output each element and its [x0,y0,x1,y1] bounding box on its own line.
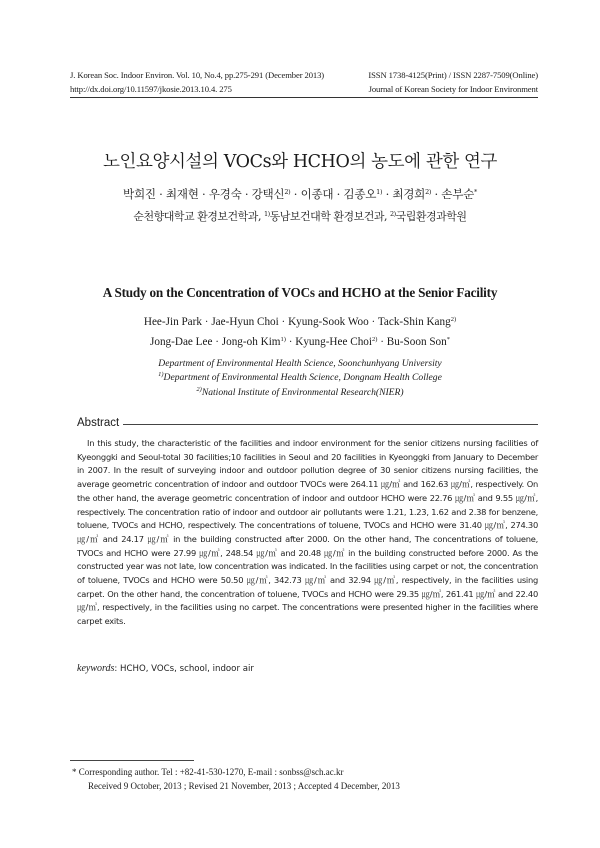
keywords [77,663,254,674]
separator: · [201,316,212,328]
affiliation-mark: 2) [450,316,457,323]
author-name: 우경숙 [208,187,242,201]
author-name: 손부순 [441,187,474,201]
separator: , [257,210,264,223]
author-name: Kyung-Sook Woo [288,316,369,328]
affiliation-text: 동남보건대학 환경보건과 [269,210,384,223]
separator: · [155,187,166,201]
separator: · [377,336,387,348]
abstract-heading-label: Abstract [77,417,120,429]
keywords-list: : HCHO, VOCs, school, indoor air [114,664,254,674]
separator: · [431,187,442,201]
received-dates-footnote: Received 9 October, 2013 ; Revised 21 November, 2013 ; Accepted 4 December, 2013 [88,781,400,791]
affiliation-mark: 2) [425,188,432,196]
separator: · [241,187,252,201]
english-authors-line2 [40,336,560,348]
doi-link[interactable]: http://dx.doi.org/10.11597/jkosie.2013.10.4. 275 [70,84,232,94]
author-name: Jae-Hyun Choi [211,316,279,328]
affiliation-mark: * [474,188,477,196]
affiliation-text: 국립환경과학원 [395,210,467,223]
author-name: 강택신 [251,187,285,201]
affiliation-mark: 2) [284,188,291,196]
separator: · [368,316,378,328]
separator: · [198,187,209,201]
author-name: 최경희 [392,187,426,201]
author-name: Bu-Soon Son [386,336,447,348]
english-affiliation: $^{2)}$National Institute of Environmental Research(NIER) [196,386,404,398]
journal-citation: J. Korean Soc. Indoor Environ. Vol. 10, No.4, pp.275-291 (December 2013) [70,70,325,80]
english-affiliation: $^{1)}$Department of Environmental Health Science, Dongnam Health College [158,371,442,383]
separator: · [382,187,393,201]
author-name: 박희진 [123,187,156,201]
author-name: Hee-Jin Park [143,316,202,328]
corresponding-author-footnote: * Corresponding author. Tel : +82-41-530-1270, E-mail : sonbss@sch.ac.kr [72,767,344,777]
korean-title: 노인요양시설의 VOCs와 HCHO의 농도에 관한 연구 [103,152,497,172]
author-name: Kyung-Hee Choi [295,336,372,348]
author-name: 최재현 [165,187,199,201]
journal-header [70,70,538,80]
korean-authors [40,186,560,202]
affiliation-mark: * [446,336,450,343]
affiliation-mark: 2) [390,210,396,218]
author-name: Tack-Shin Kang [377,316,451,328]
abstract-rule [123,424,538,425]
english-title: A Study on the Concentration of VOCs and HCHO at the Senior Facility [102,285,498,300]
journal-subheader [70,84,538,94]
affiliation-mark: 2) [372,336,378,343]
separator: · [290,187,301,201]
author-name: Jong-oh Kim [221,336,281,348]
separator: , [384,210,390,223]
affiliation-text: 순천향대학교 환경보건학과 [133,210,258,223]
korean-affiliations [40,208,560,224]
affiliation-mark: 1) [263,210,270,218]
affiliation-mark: 1) [280,336,286,343]
journal-name: Journal of Korean Society for Indoor Environment [368,84,538,94]
footnote-divider [70,760,194,761]
separator: · [212,336,222,348]
author-name: 김종오 [343,187,377,201]
keywords-label: keywords [77,663,115,674]
separator: · [285,336,296,348]
abstract-heading [77,417,538,429]
abstract-text: In this study, the characteristic of the facilities and indoor environment for the senior citizens nursing facilities of Kyeonggki and Seoul-total 30 facilities;10 facilities in Seoul and 20 facilities in Kyeonggki from January to December in 2007. In the result of surveying indoor and outdoor pollution degree of 30 senior citizens nursing facilities, the average geometric concentration of indoor and outdoor TVOCs were 264.11 ㎍/㎥ and 162.63 ㎍/㎥, respectively. On the other hand, the average geometric concentration of indoor and outdoor HCHO were 22.76 ㎍/㎥ and 9.55 ㎍/㎥, respectively. The concentration ratio of indoor and outdoor air pollutants were 1.21, 1.23, 1.62 and 2.38 for benzene, toluene, TVOCs and HCHO, respectively. The concentrations of toluene, TVOCs and HCHO were 31.40 ㎍/㎥, 274.30 ㎍/㎥ and 24.17 ㎍/㎥ in the building constructed after 2000. On the other hand, The concentrations of toluene, TVOCs and HCHO were 27.99 ㎍/㎥, 248.54 ㎍/㎥ and 20.48 ㎍/㎥ in the building constructed before 2000. As the constructed year was not late, low concentration was indicated. In the facilities using carpet or not, the concentration of toluene, TVOCs and HCHO were 50.50 ㎍/㎥, 342.73 ㎍/㎥ and 32.94 ㎍/㎥, respectively, in the facilities using carpet. On the other hand, the concentration of toluene, TVOCs and HCHO were 29.35 ㎍/㎥, 261.41 ㎍/㎥ and 22.40 ㎍/㎥, respectively, in the facilities using no carpet. The concentrations were presented higher in the facilities where carpet exits. [77,438,538,627]
affiliation-mark: 1) [376,188,383,196]
english-affiliation: Department of Environmental Health Science, Soonchunhyang University [158,358,442,369]
issn: ISSN 1738-4125(Print) / ISSN 2287-7509(Online) [368,70,538,80]
english-authors-line1 [40,316,560,328]
author-name: 이종대 [300,187,334,201]
header-divider [70,97,538,98]
separator: · [333,187,344,201]
separator: · [278,316,289,328]
author-name: Jong-Dae Lee [150,336,213,348]
